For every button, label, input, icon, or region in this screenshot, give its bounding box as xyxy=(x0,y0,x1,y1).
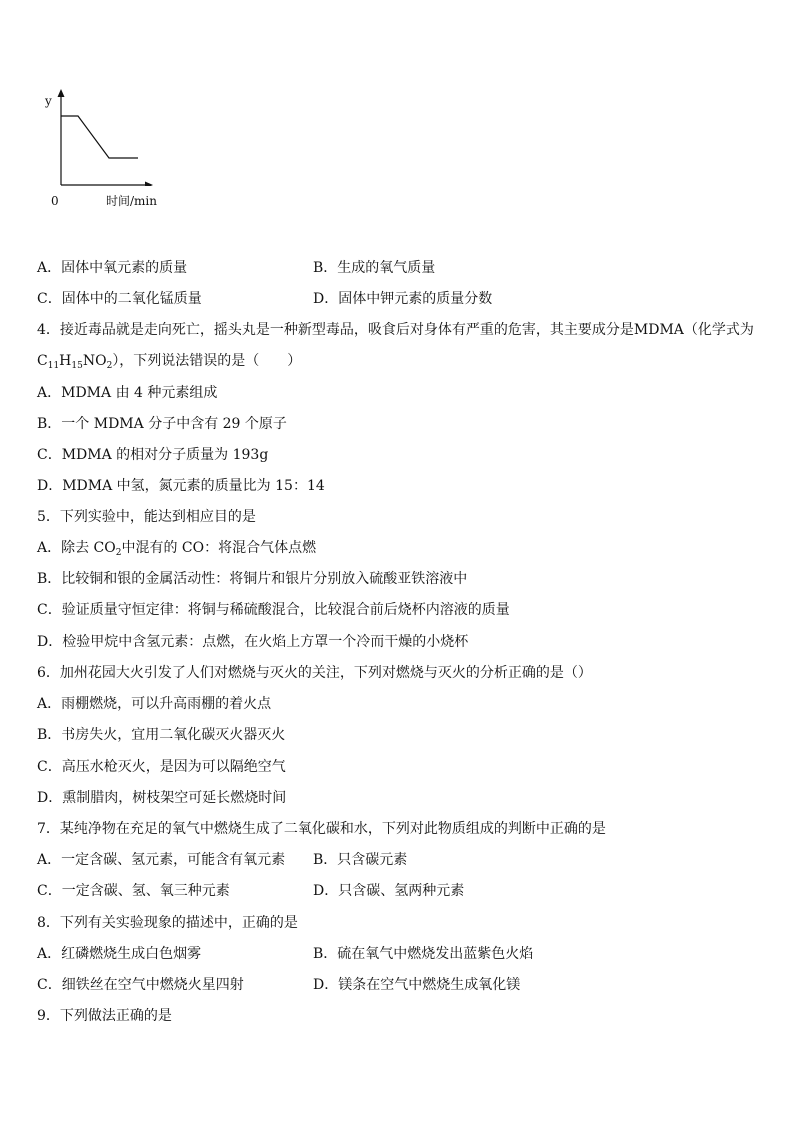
q8-option-c: C．细铁丝在空气中燃烧火星四射 xyxy=(37,977,244,993)
q4-option-b: B．一个 MDMA 分子中含有 29 个原子 xyxy=(37,416,287,432)
x-axis-arrow xyxy=(145,182,153,187)
q4-stem-line1: 4．接近毒品就是走向死亡，摇头丸是一种新型毒品，吸食后对身体有严重的危害，其主要成分是MDMA（化学式为 xyxy=(37,322,754,338)
q3-option-d: D．固体中钾元素的质量分数 xyxy=(313,291,493,307)
q6-option-c: C．高压水枪灭火，是因为可以隔绝空气 xyxy=(37,759,286,775)
y-vs-time-graph xyxy=(40,86,170,186)
q9-stem: 9．下列做法正确的是 xyxy=(37,1008,172,1024)
q8-stem: 8．下列有关实验现象的描述中，正确的是 xyxy=(37,915,298,931)
q6-option-b: B．书房失火，宜用二氧化碳灭火器灭火 xyxy=(37,727,286,743)
y-axis-arrow xyxy=(58,89,65,97)
q5-option-d: D．检验甲烷中含氢元素：点燃，在火焰上方罩一个冷而干燥的小烧杯 xyxy=(37,634,469,650)
q8-option-b: B．硫在氧气中燃烧发出蓝紫色火焰 xyxy=(313,946,534,962)
q4-option-d: D．MDMA 中氢，氮元素的质量比为 15：14 xyxy=(37,478,325,494)
q3-option-b: B．生成的氧气质量 xyxy=(313,260,436,276)
q6-option-a: A．雨棚燃烧，可以升高雨棚的着火点 xyxy=(37,696,272,712)
q6-stem: 6．加州花园大火引发了人们对燃烧与灭火的关注，下列对燃烧与灭火的分析正确的是（） xyxy=(37,665,592,681)
graph-y-label: y xyxy=(45,94,52,108)
q8-option-a: A．红磷燃烧生成白色烟雾 xyxy=(37,946,202,962)
q7-option-a: A．一定含碳、氢元素，可能含有氧元素 xyxy=(37,852,286,868)
q5-option-a: A．除去 $CO_2$中混有的 CO：将混合气体点燃 xyxy=(37,540,317,558)
q7-option-d: D．只含碳、氢两种元素 xyxy=(313,883,465,899)
q8-option-d: D．镁条在空气中燃烧生成氧化镁 xyxy=(313,977,521,993)
q7-option-b: B．只含碳元素 xyxy=(313,852,408,868)
q6-option-d: D．熏制腊肉，树枝架空可延长燃烧时间 xyxy=(37,790,287,806)
graph-origin-label: 0 xyxy=(51,194,59,208)
q4-stem-line2: $C_{11}H_{15}NO_2$），下列说法错误的是（ ） xyxy=(37,353,302,371)
graph-curve xyxy=(61,116,138,158)
q4-option-a: A．MDMA 由 4 种元素组成 xyxy=(37,385,218,401)
q3-option-c: C．固体中的二氧化锰质量 xyxy=(37,291,202,307)
q7-stem: 7．某纯净物在充足的氧气中燃烧生成了二氧化碳和水，下列对此物质组成的判断中正确的是 xyxy=(37,821,606,837)
q5-option-c: C．验证质量守恒定律：将铜与稀硫酸混合，比较混合前后烧杯内溶液的质量 xyxy=(37,602,510,618)
q4-option-c: C．MDMA 的相对分子质量为 193g xyxy=(37,447,269,463)
q3-option-a: A．固体中氧元素的质量 xyxy=(37,260,188,276)
q5-option-b: B．比较铜和银的金属活动性：将铜片和银片分别放入硫酸亚铁溶液中 xyxy=(37,571,468,587)
q5-stem: 5．下列实验中，能达到相应目的是 xyxy=(37,509,256,525)
graph-x-label: 时间/min xyxy=(106,194,157,208)
q7-option-c: C．一定含碳、氢、氧三种元素 xyxy=(37,883,230,899)
